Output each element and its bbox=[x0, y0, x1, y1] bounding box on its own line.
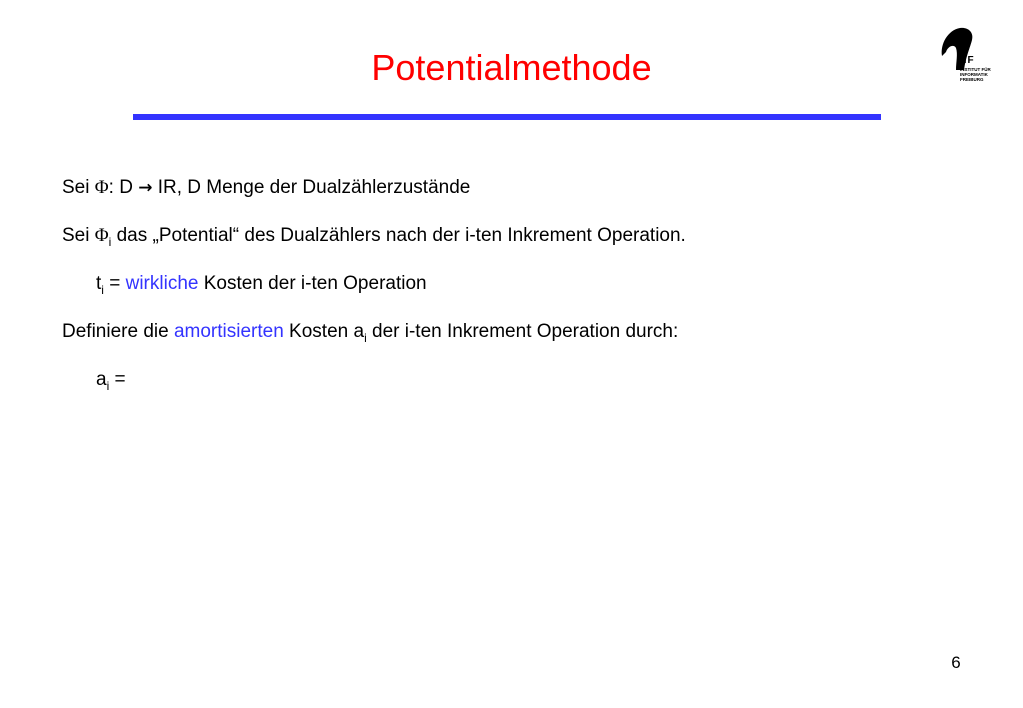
definition-amortized bbox=[62, 320, 678, 345]
text: Kosten a bbox=[283, 321, 365, 342]
text: Definiere die bbox=[62, 321, 174, 342]
logo-sub-line: FREIBURG bbox=[960, 77, 984, 82]
subscript: i bbox=[101, 283, 104, 297]
logo-subtitle bbox=[960, 67, 1000, 82]
text: = bbox=[109, 369, 126, 390]
text: Sei bbox=[62, 177, 95, 198]
formula-a-i bbox=[96, 368, 126, 393]
logo-word: IIF bbox=[960, 55, 975, 66]
text: Kosten der i-ten Operation bbox=[198, 273, 427, 294]
variable: t bbox=[96, 273, 102, 294]
text: Sei bbox=[62, 225, 95, 246]
subscript: i bbox=[108, 235, 112, 249]
logo-sub-line: INFORMATIK bbox=[960, 72, 988, 77]
slide-title: Potentialmethode bbox=[371, 47, 652, 88]
text: : D bbox=[108, 177, 139, 198]
phi-symbol: Φ bbox=[94, 177, 109, 198]
text: = bbox=[103, 273, 126, 294]
title-underline bbox=[133, 114, 881, 120]
logo-sub-line: INSTITUT FÜR bbox=[960, 67, 991, 72]
variable: a bbox=[96, 369, 107, 390]
right-arrow-icon: → bbox=[138, 178, 153, 198]
definition-phi bbox=[62, 176, 470, 200]
phi-symbol: Φ bbox=[94, 225, 109, 246]
highlight-text: amortisierten bbox=[173, 321, 284, 342]
definition-phi-i bbox=[62, 224, 686, 249]
institute-logo bbox=[936, 26, 998, 82]
text: der i-ten Inkrement Operation durch: bbox=[366, 321, 679, 342]
highlight-text: wirkliche bbox=[125, 273, 199, 294]
page-number: 6 bbox=[951, 653, 961, 672]
subscript: i bbox=[364, 331, 367, 345]
text: das „Potential“ des Dualzählers nach der i-ten Inkrement Operation. bbox=[111, 225, 686, 246]
subscript: i bbox=[106, 379, 110, 393]
definition-t-i bbox=[96, 272, 427, 297]
text: IR, D Menge der Dualzählerzustände bbox=[152, 177, 471, 198]
